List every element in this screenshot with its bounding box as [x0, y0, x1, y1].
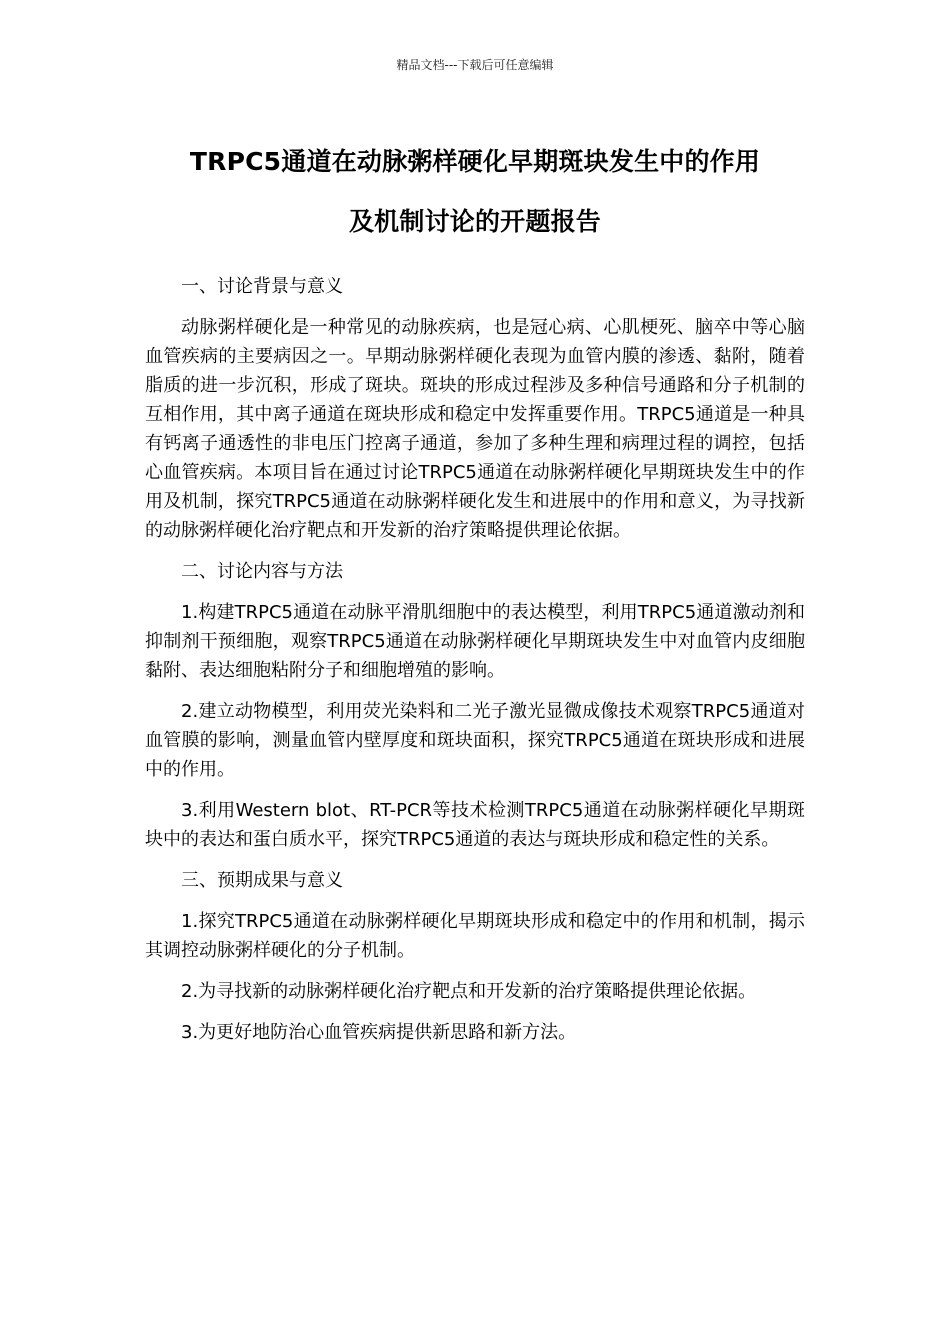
section-heading-expected-results: 三、预期成果与意义	[181, 870, 343, 891]
document-body	[145, 272, 805, 1059]
header-note: 精品文档---下载后可任意编辑	[396, 58, 554, 72]
paragraph-method-3: 3.利用Western blot、RT-PCR等技术检测TRPC5通道在动脉粥样硬化早期斑块中的表达和蛋白质水平，探究TRPC5通道的表达与斑块形成和稳定性的关系。	[145, 800, 805, 850]
document-title-line-2: 及机制讨论的开题报告	[348, 207, 601, 236]
paragraph-result-1: 1.探究TRPC5通道在动脉粥样硬化早期斑块形成和稳定中的作用和机制，揭示其调控动脉粥样硬化的分子机制。	[145, 911, 805, 961]
paragraph-result-2: 2.为寻找新的动脉粥样硬化治疗靶点和开发新的治疗策略提供理论依据。	[181, 981, 757, 1002]
document-title	[120, 132, 830, 252]
paragraph-method-2: 2.建立动物模型，利用荧光染料和二光子激光显微成像技术观察TRPC5通道对血管膜的影响，测量血管内壁厚度和斑块面积，探究TRPC5通道在斑块形成和进展中的作用。	[145, 701, 805, 780]
document-title-line-1: TRPC5通道在动脉粥样硬化早期斑块发生中的作用	[189, 147, 761, 176]
paragraph-method-1: 1.构建TRPC5通道在动脉平滑肌细胞中的表达模型，利用TRPC5通道激动剂和抑制剂干预细胞，观察TRPC5通道在动脉粥样硬化早期斑块发生中对血管内皮细胞黏附、表达细胞粘附分子和细胞增殖的影响。	[145, 602, 805, 681]
section-heading-content-methods: 二、讨论内容与方法	[181, 561, 343, 582]
paragraph-result-3: 3.为更好地防治心血管疾病提供新思路和新方法。	[181, 1022, 577, 1043]
section-heading-background: 一、讨论背景与意义	[181, 276, 343, 297]
paragraph-background: 动脉粥样硬化是一种常见的动脉疾病，也是冠心病、心肌梗死、脑卒中等心脑血管疾病的主要病因之一。早期动脉粥样硬化表现为血管内膜的渗透、黏附，随着脂质的进一步沉积，形成了斑块。斑块的形成过程涉及多种信号通路和分子机制的互相作用，其中离子通道在斑块形成和稳定中发挥重要作用。TRPC5通道是一种具有钙离子通透性的非电压门控离子通道，参加了多种生理和病理过程的调控，包括心血管疾病。本项目旨在通过讨论TRPC5通道在动脉粥样硬化早期斑块发生中的作用及机制，探究TRPC5通道在动脉粥样硬化发生和进展中的作用和意义，为寻找新的动脉粥样硬化治疗靶点和开发新的治疗策略提供理论依据。	[145, 317, 805, 541]
